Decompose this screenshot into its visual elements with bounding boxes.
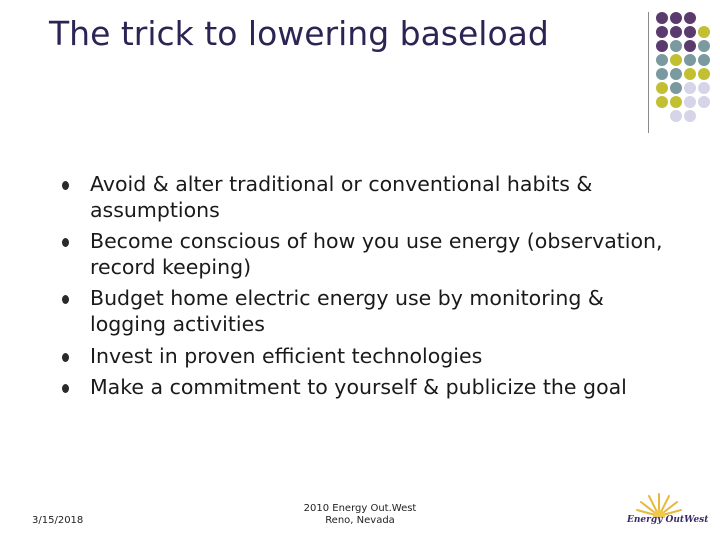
grid-dot xyxy=(670,110,682,122)
bullet-dot-icon xyxy=(62,384,69,393)
grid-dot xyxy=(684,26,696,38)
bullet-item xyxy=(62,375,682,401)
grid-dot xyxy=(656,82,668,94)
decorative-dot-grid xyxy=(0,0,720,140)
bullet-text: Invest in proven efficient technologies xyxy=(90,343,483,368)
grid-dot xyxy=(684,12,696,24)
bullet-list xyxy=(62,172,682,407)
bullet-text: Make a commitment to yourself & publicize the goal xyxy=(90,375,627,400)
grid-dot xyxy=(656,12,668,24)
grid-dot xyxy=(684,40,696,52)
bullet-item xyxy=(62,344,682,370)
grid-dot xyxy=(656,54,668,66)
grid-dot xyxy=(670,96,682,108)
grid-dot xyxy=(670,82,682,94)
grid-dot xyxy=(656,40,668,52)
bullet-item xyxy=(62,286,682,337)
footer-event-location: Reno, Nevada xyxy=(325,515,395,526)
footer-date: 3/15/2018 xyxy=(32,515,84,526)
grid-dot xyxy=(698,68,710,80)
bullet-text: Avoid & alter traditional or conventional habits & assumptions xyxy=(90,172,593,222)
grid-dot xyxy=(656,68,668,80)
grid-dot xyxy=(698,40,710,52)
grid-dot xyxy=(670,68,682,80)
bullet-text: Become conscious of how you use energy (observation, record keeping) xyxy=(90,229,663,279)
grid-dot xyxy=(684,54,696,66)
bullet-item xyxy=(62,229,682,280)
energy-outwest-logo xyxy=(627,490,709,530)
slide-title: The trick to lowering baseload xyxy=(49,14,549,53)
grid-dot xyxy=(684,110,696,122)
grid-dot xyxy=(684,68,696,80)
grid-dot xyxy=(670,26,682,38)
bullet-dot-icon xyxy=(62,181,69,190)
footer-event-name: 2010 Energy Out.West xyxy=(303,503,417,514)
grid-dot xyxy=(656,26,668,38)
bullet-dot-icon xyxy=(62,238,69,247)
sun-icon xyxy=(627,490,691,518)
bullet-item xyxy=(62,172,682,223)
grid-dot xyxy=(684,96,696,108)
bullet-dot-icon xyxy=(62,295,69,304)
grid-dot xyxy=(684,82,696,94)
grid-dot xyxy=(698,82,710,94)
grid-dot xyxy=(698,26,710,38)
footer-event xyxy=(270,503,450,527)
grid-dot xyxy=(698,96,710,108)
bullet-dot-icon xyxy=(62,353,69,362)
grid-dot xyxy=(656,96,668,108)
bullet-text: Budget home electric energy use by monitoring & logging activities xyxy=(90,286,604,336)
grid-dot xyxy=(670,12,682,24)
logo-text: Energy OutWest xyxy=(627,515,709,525)
grid-dot xyxy=(698,54,710,66)
grid-dot xyxy=(670,40,682,52)
grid-dot xyxy=(670,54,682,66)
